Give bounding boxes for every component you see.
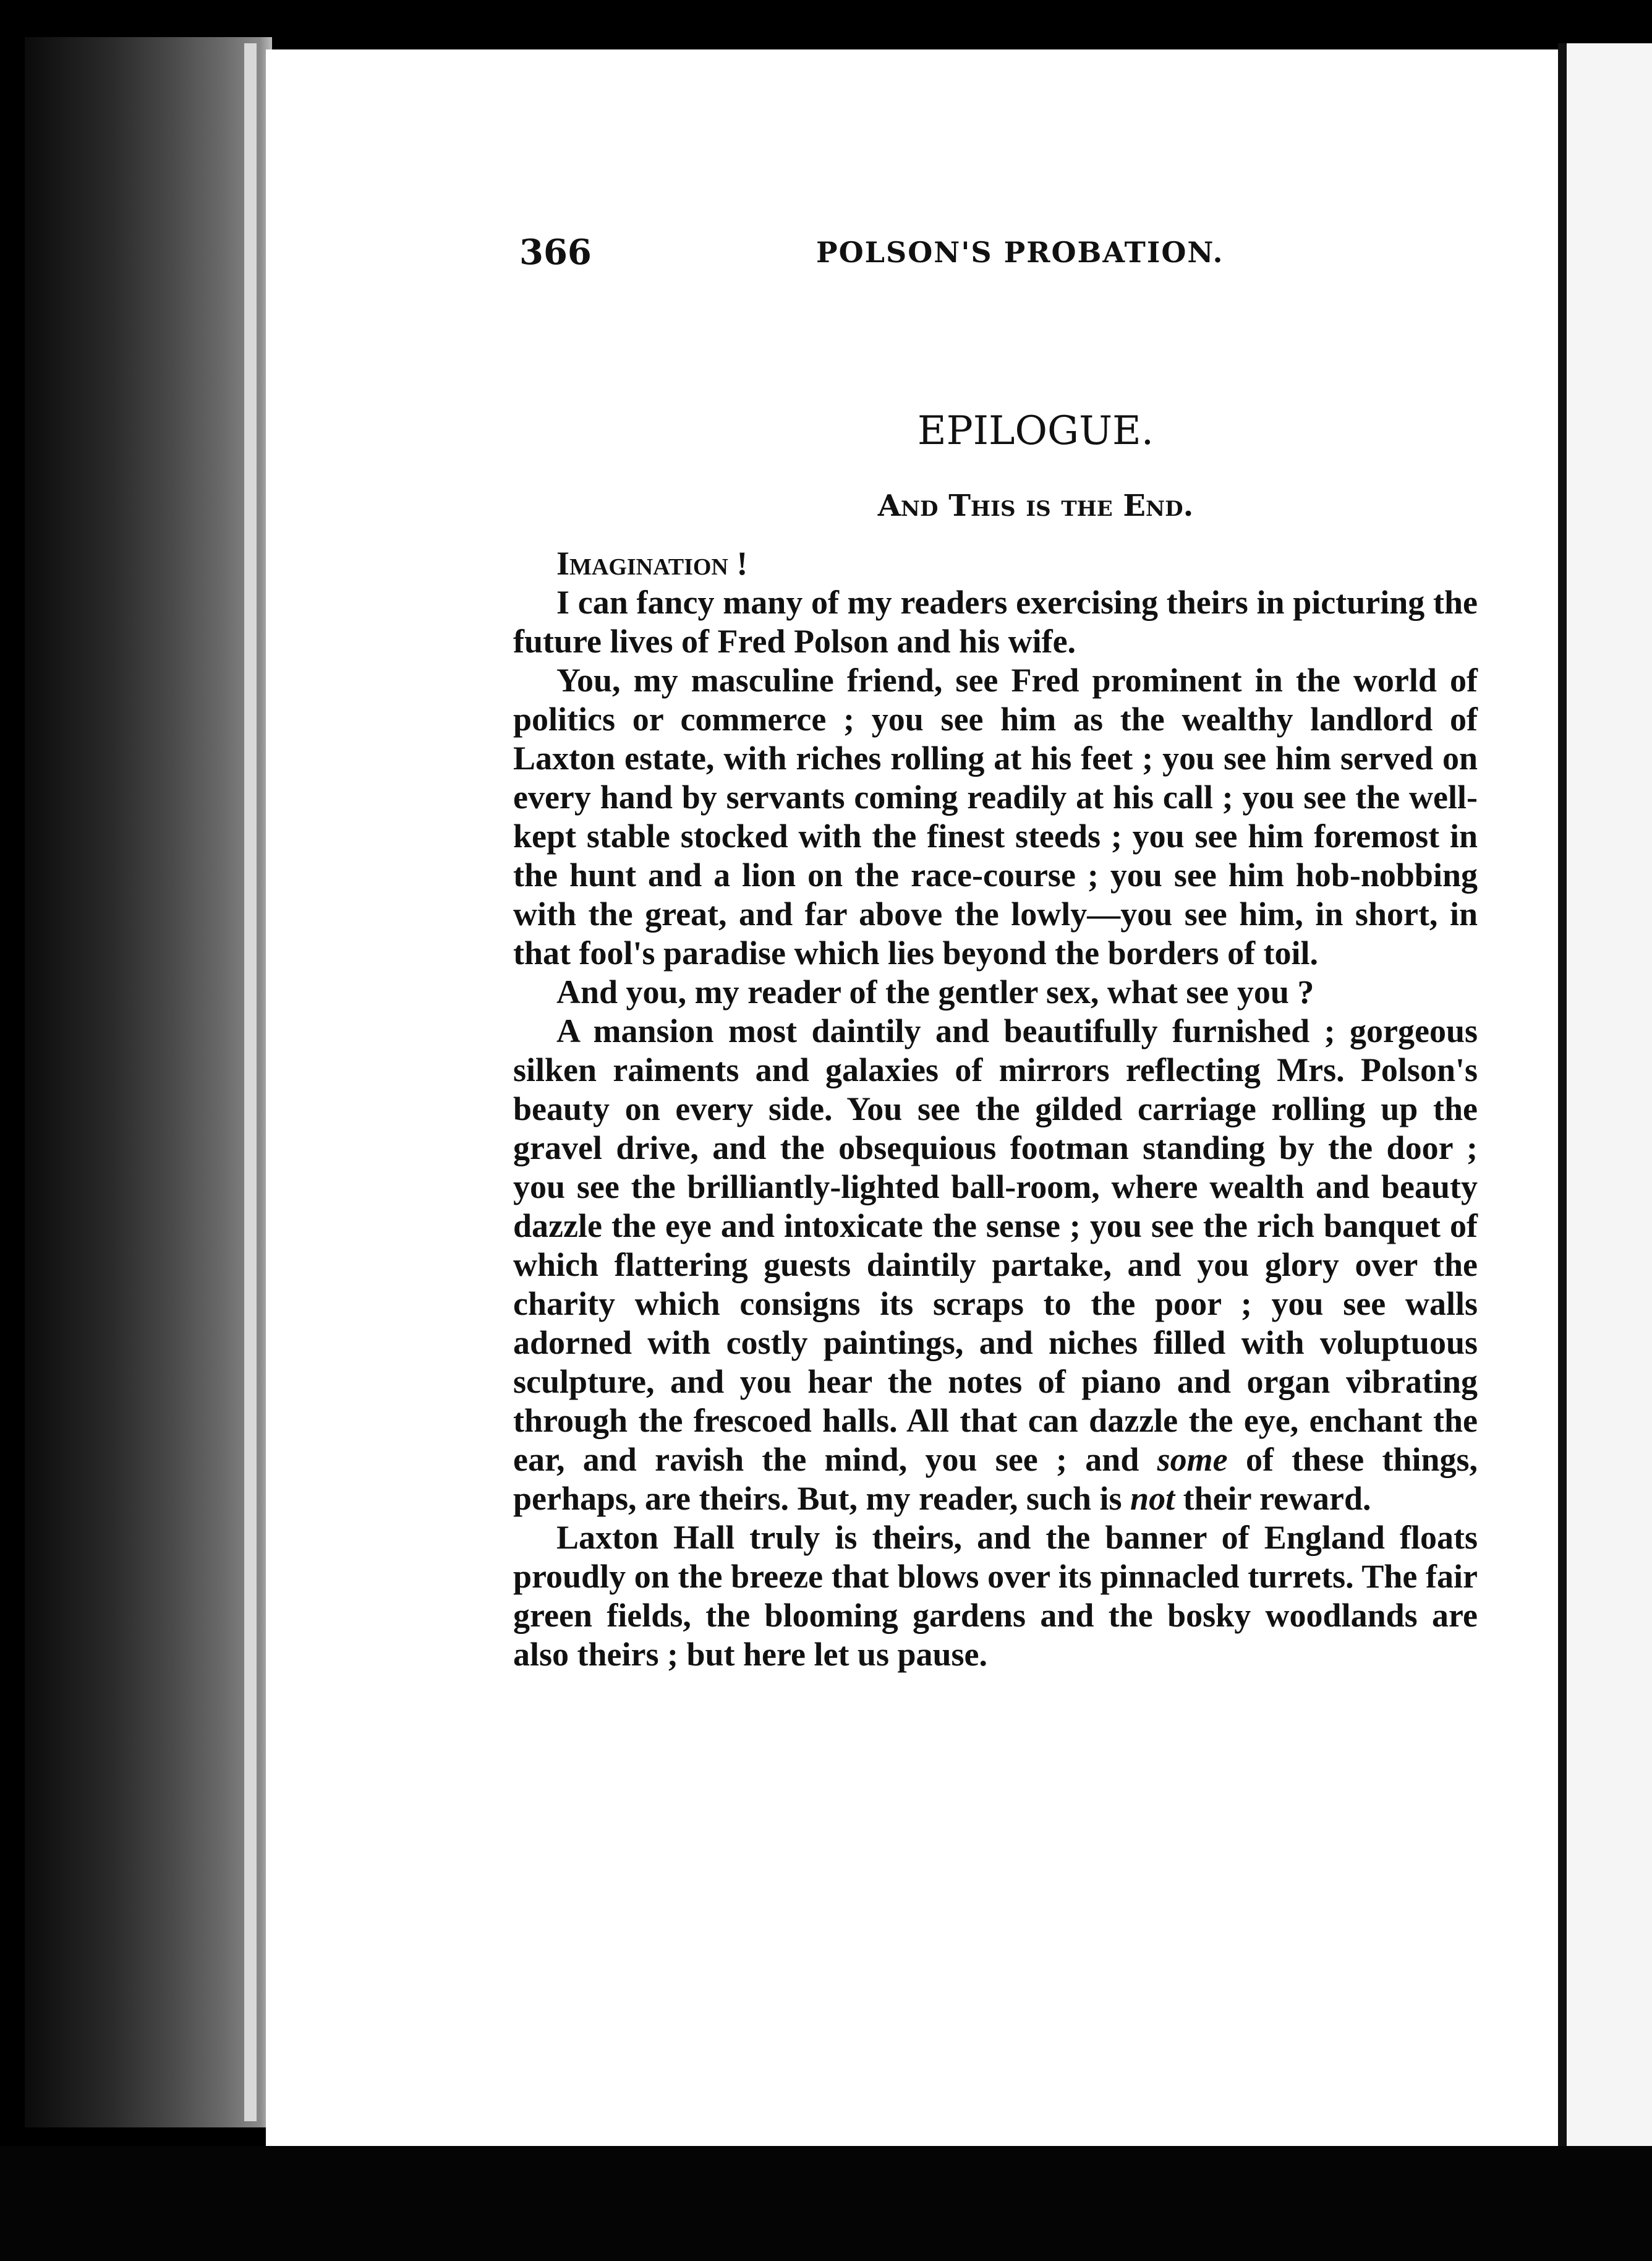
- chapter-subtitle: And This is the End.: [877, 489, 1194, 523]
- paragraph-2: I can fancy many of my readers exercising theirs in picturing the future lives of Fred Polson and his wife.: [513, 584, 1478, 660]
- chapter-title: EPILOGUE.: [917, 408, 1154, 454]
- emphasis-not: not: [1130, 1480, 1175, 1517]
- paragraph-1: Imagination !: [556, 545, 748, 582]
- paragraph-6: Laxton Hall truly is theirs, and the banner of England floats proudly on the breeze that blows over its pinnacled turrets. The fair green fields, the blooming gardens and the bosky woodlands are also theirs ; but here let us pause.: [513, 1519, 1478, 1673]
- paragraph-5-part-b: of these things, perhaps, are theirs. But, my reader, such is: [513, 1441, 1478, 1517]
- paragraph-5-part-c: their reward.: [1183, 1480, 1371, 1517]
- facing-page-edge: [1558, 43, 1652, 2158]
- paragraph-5-part-a: A mansion most daintily and beautifully furnished ; gorgeous silken raiments and galaxies of mirrors reflecting Mrs. Polson's beauty on every side. You see the gilded carriage rolling up the gravel drive, and the obsequious footman standing by the door ; you see the brilliantly-lighted ball-room, where wealth and beauty dazzle the eye and intoxicate the sense ; you see the rich banquet of which flattering guests daintily partake, and you glory over the charity which consigns its scraps to the poor ; you see walls adorned with costly paintings, and niches filled with voluptuous sculpture, and you hear the notes of piano and organ vibrating through the frescoed halls. All that can dazzle the eye, enchant the ear, and ravish the mind, you see ; and: [513, 1012, 1478, 1478]
- paragraph-4: And you, my reader of the gentler sex, what see you ?: [556, 973, 1314, 1011]
- page-number: 366: [519, 232, 592, 273]
- page-header: [519, 232, 1484, 281]
- running-head: POLSON'S PROBATION.: [816, 236, 1224, 269]
- emphasis-some: some: [1157, 1441, 1228, 1478]
- body-text: [513, 544, 1478, 1674]
- scan-bottom-margin: [0, 2146, 1652, 2261]
- page-edge-strip: [244, 43, 257, 2121]
- paragraph-3: You, my masculine friend, see Fred prominent in the world of politics or commerce ; you see him as the wealthy landlord of Laxton estate, with riches rolling at his feet ; you see him served on every hand by servants coming readily at his call ; you see the well-kept stable stocked with the finest steeds ; you see him foremost in the hunt and a lion on the race-course ; you see him hob-nobbing with the great, and far above the lowly—you see him, in short, in that fool's paradise which lies beyond the borders of toil.: [513, 662, 1478, 972]
- book-page-edges: [25, 37, 272, 2127]
- paragraph-5: [513, 1012, 1478, 1518]
